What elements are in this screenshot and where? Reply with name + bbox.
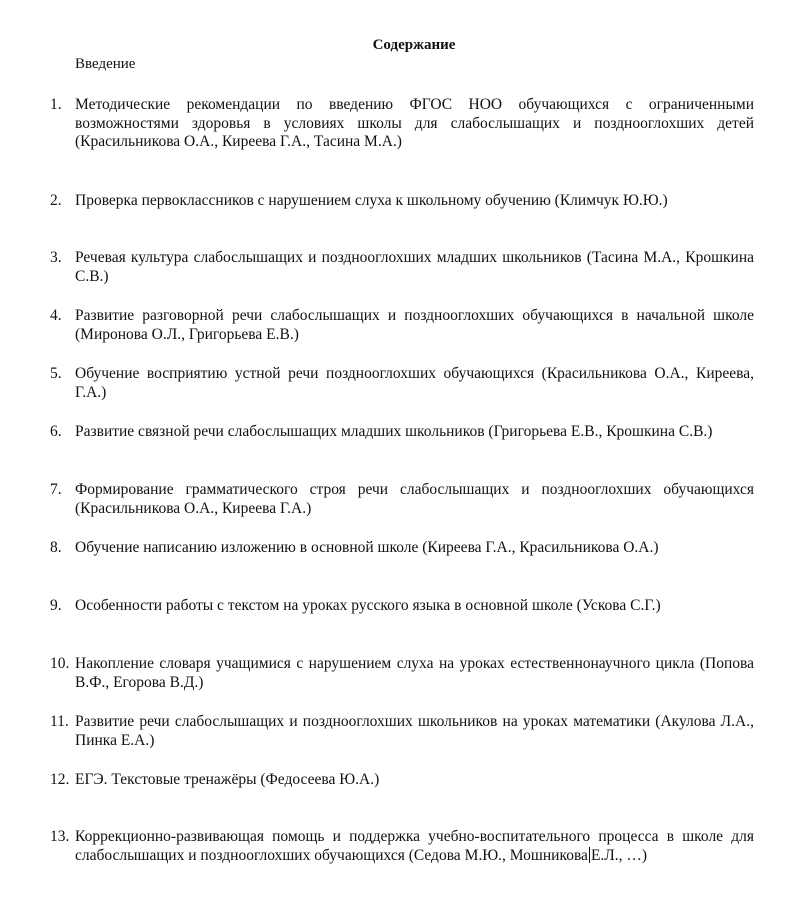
toc-item-text: Особенности работы с текстом на уроках русского языка в основной школе (Ускова С.Г.) [75,597,661,614]
toc-item-number: 5. [50,365,62,382]
toc-item-text: Формирование грамматического строя речи слабослышащих и позднооглохших обучающихся (Красильникова О.А., Киреева Г.А.) [75,481,754,517]
toc-item-text: Развитие связной речи слабослышащих младших школьников (Григорьева Е.В., Крошкина С.В.) [75,423,713,440]
toc-item-text: Накопление словаря учащимися с нарушением слуха на уроках естественнонаучного цикла (Попова В.Ф., Егорова В.Д.) [75,655,754,691]
toc-item [50,481,754,518]
toc-item-number: 10. [50,655,70,672]
toc-item-number: 7. [50,481,62,498]
page-title: Содержание [372,37,456,53]
toc-item-number: 11. [50,713,69,730]
toc-item [50,771,754,790]
toc-item [50,828,754,865]
toc-item-number: 13. [50,828,70,845]
toc-item-number: 2. [50,192,62,209]
toc-item-text-after-caret: Е.Л., …) [590,846,648,864]
toc-item-text: Речевая культура слабослышащих и позднооглохших младших школьников (Тасина М.А., Крошкина С.В.) [75,249,754,285]
toc-item [50,96,754,152]
toc-item [50,655,754,692]
toc-item-text: Развитие разговорной речи слабослышащих и позднооглохших обучающихся в начальной школе (Миронова О.Л., Григорьева Е.В.) [75,307,754,343]
toc-item-number: 4. [50,307,62,324]
toc-item-number: 6. [50,423,62,440]
toc-item-number: 8. [50,539,62,556]
toc-item-text: Проверка первоклассников с нарушением слуха к школьному обучению (Климчук Ю.Ю.) [75,192,668,209]
toc-item [50,423,754,442]
toc-item [50,307,754,344]
toc-item [50,713,754,750]
toc-item [50,597,754,616]
toc-item-number: 9. [50,597,62,614]
toc-item-number: 1. [50,96,62,113]
intro-heading: Введение [75,56,136,72]
toc-item-number: 12. [50,771,70,788]
toc-item-text: Методические рекомендации по введению ФГОС НОО обучающихся с ограниченными возможностями здоровья в условиях школы для слабослышащих и позднооглохших детей (Красильникова О.А., Киреева Г.А., Тасина М.А.) [75,96,754,150]
toc-item-text-before-caret: Коррекционно-развивающая помощь и поддержка учебно-воспитательного процесса в школе для слабослышащих и позднооглохших обучающихся (Седова М.Ю., Мошникова [75,828,754,864]
toc-item [50,365,754,402]
toc-item-text[interactable] [75,828,754,865]
toc-item-text: Развитие речи слабослышащих и позднооглохших школьников на уроках математики (Акулова Л.А., Пинка Е.А.) [75,713,754,749]
toc-item [50,249,754,286]
toc-item [50,539,754,558]
toc-item-text: ЕГЭ. Текстовые тренажёры (Федосеева Ю.А.) [75,771,380,788]
text-cursor [589,847,590,863]
toc-item-number: 3. [50,249,62,266]
toc-item [50,192,754,211]
toc-item-text: Обучение восприятию устной речи позднооглохших обучающихся (Красильникова О.А., Киреева, Г.А.) [75,365,754,401]
toc-item-text: Обучение написанию изложению в основной школе (Киреева Г.А., Красильникова О.А.) [75,539,659,556]
